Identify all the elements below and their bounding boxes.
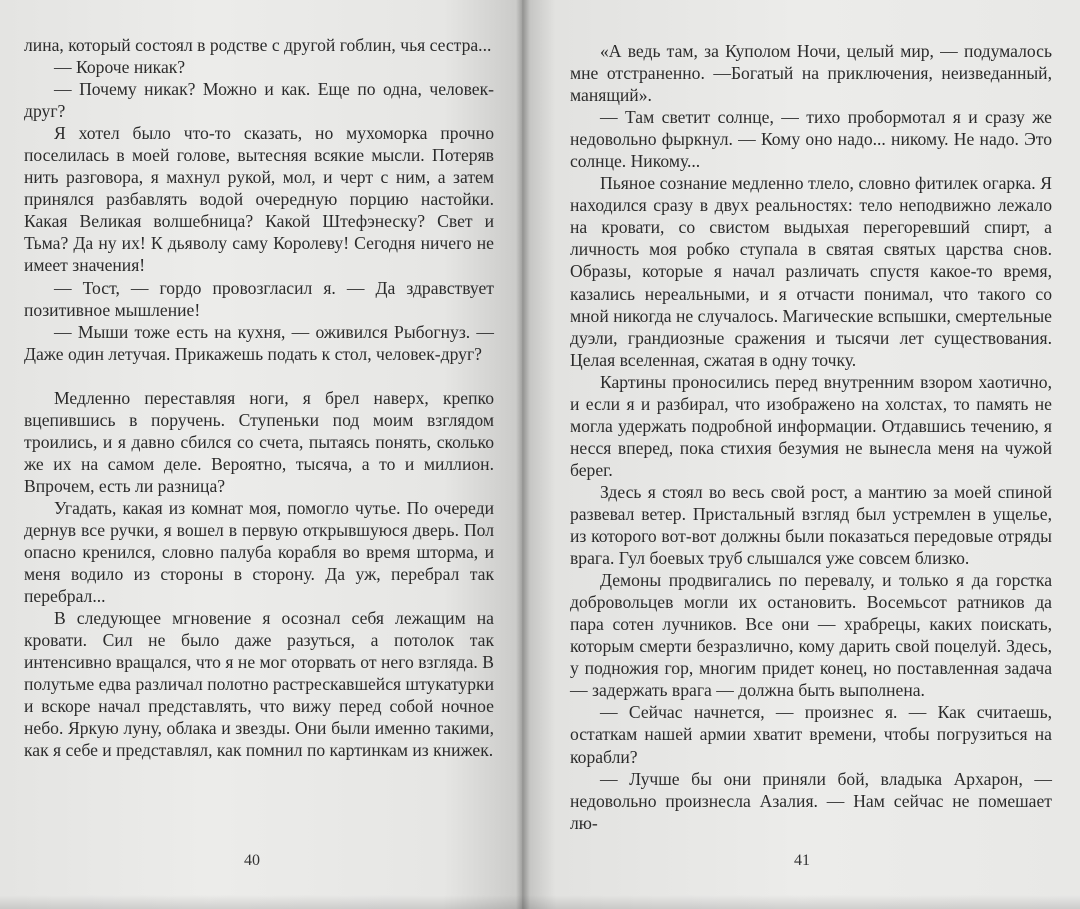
paragraph: «А ведь там, за Куполом Ночи, целый мир, — подумалось мне отстраненно. —Богатый на приключения, неизведанный, манящий». (570, 41, 1052, 106)
page-number-right: 41 (794, 852, 810, 869)
paragraph: — Там светит солнце, — тихо пробормотал я и сразу же недовольно фыркнул. — Кому оно надо... никому. Не надо. Это солнце. Никому... (570, 107, 1052, 172)
page-number-left: 40 (244, 852, 260, 869)
paragraph: лина, который состоял в родстве с другой гоблин, чья сестра... (24, 35, 492, 55)
left-page-text (24, 34, 494, 762)
paragraph: Пьяное сознание медленно тлело, словно фитилек огарка. Я находился сразу в двух реальностях: тело неподвижно лежало на кровати, со свистом выдыхая перегоревший спирт, а личность моя робко ступала в святая святых царства снов. Образы, которые я начал различать спустя какое-то время, казались нереальными, и я отчасти понимал, что такого со мной никогда не случалось. Магические вспышки, смертельные дуэли, грандиозные сражения и тысячи лет существования. Целая вселенная, сжатая в одну точку. (570, 173, 1052, 370)
right-page-text (570, 40, 1052, 834)
paragraph: — Короче никак? (54, 57, 186, 78)
section-break (24, 365, 494, 387)
paragraph: — Лучше бы они приняли бой, владыка Архарон, — недовольно произнесла Азалия. — Нам сейчас не помешает лю- (570, 768, 1052, 833)
paragraph: — Сейчас начнется, — произнес я. — Как считаешь, остаткам нашей армии хватит времени, чтобы погрузиться на корабли? (570, 702, 1052, 767)
bottom-edge-shadow (0, 895, 1080, 909)
paragraph: Угадать, какая из комнат моя, помогло чутье. По очереди дернув все ручки, я вошел в первую открывшуюся дверь. Пол опасно кренился, словно палуба корабля во время шторма, и меня водило из стороны в сторону. Да уж, перебрал так перебрал... (24, 497, 494, 607)
paragraph: — Тост, — гордо провозгласил я. — Да здравствует позитивное мышление! (24, 277, 494, 320)
paragraph: В следующее мгновение я осознал себя лежащим на кровати. Сил не было даже разуться, а потолок так интенсивно вращался, что я не мог оторвать от него взгляда. В полутьме едва различал полотно растрескавшейся штукатурки и вскоре начал представлять, что вижу перед собой ночное небо. Яркую луну, облака и звезды. Они были именно такими, как я себе и представлял, как помнил по картинкам из книжек. (24, 608, 494, 761)
paragraph: Здесь я стоял во весь свой рост, а мантию за моей спиной развевал ветер. Пристальный взгляд был устремлен в ущелье, из которого вот-вот должны были показаться передовые отряды врага. Гул боевых труб слышался уже совсем близко. (570, 481, 1052, 569)
right-page (522, 0, 1080, 909)
paragraph: Я хотел было что-то сказать, но мухоморка прочно поселилась в моей голове, вытесняя всякие мысли. Потеряв нить разговора, я махнул рукой, мол, и черт с ним, а затем принялся разбавлять водой очередную порцию настойки. Какая Великая волшебница? Какой Штефэнеску? Свет и Тьма? Да ну их! К дьяволу саму Королеву! Сегодня ничего не имеет значения! (24, 123, 494, 276)
paragraph: — Мыши тоже есть на кухня, — оживился Рыбогнуз. — Даже один летучая. Прикажешь подать к стол, человек-друг? (24, 321, 494, 364)
paragraph: Демоны продвигались по перевалу, и только я да горстка добровольцев могли их остановить. Восемьсот ратников да пара сотен лучников. Все они — храбрецы, каких поискать, которым смерти безразлично, кому дарить свой поцелуй. Здесь, у подножия гор, многим придет конец, но поставленная задача — задержать врага — должна быть выполнена. (570, 570, 1052, 701)
book-gutter (516, 0, 530, 909)
paragraph: Медленно переставляя ноги, я брел наверх, крепко вцепившись в поручень. Ступеньки под моим взглядом троились, и я давно сбился со счета, пытаясь понять, сколько же их на самом деле. Вероятно, тысяча, а то и миллион. Впрочем, есть ли разница? (24, 387, 494, 496)
paragraph: Картины проносились перед внутренним взором хаотично, и если я и разбирал, что изображено на холстах, то память не могла удержать подробной информации. Отдавшись течению, я несся вперед, пока стихия безумия не вынесла меня на чужой берег. (570, 371, 1052, 480)
paragraph: — Почему никак? Можно и как. Еще по одна, человек-друг? (24, 79, 494, 122)
left-page (0, 0, 522, 909)
